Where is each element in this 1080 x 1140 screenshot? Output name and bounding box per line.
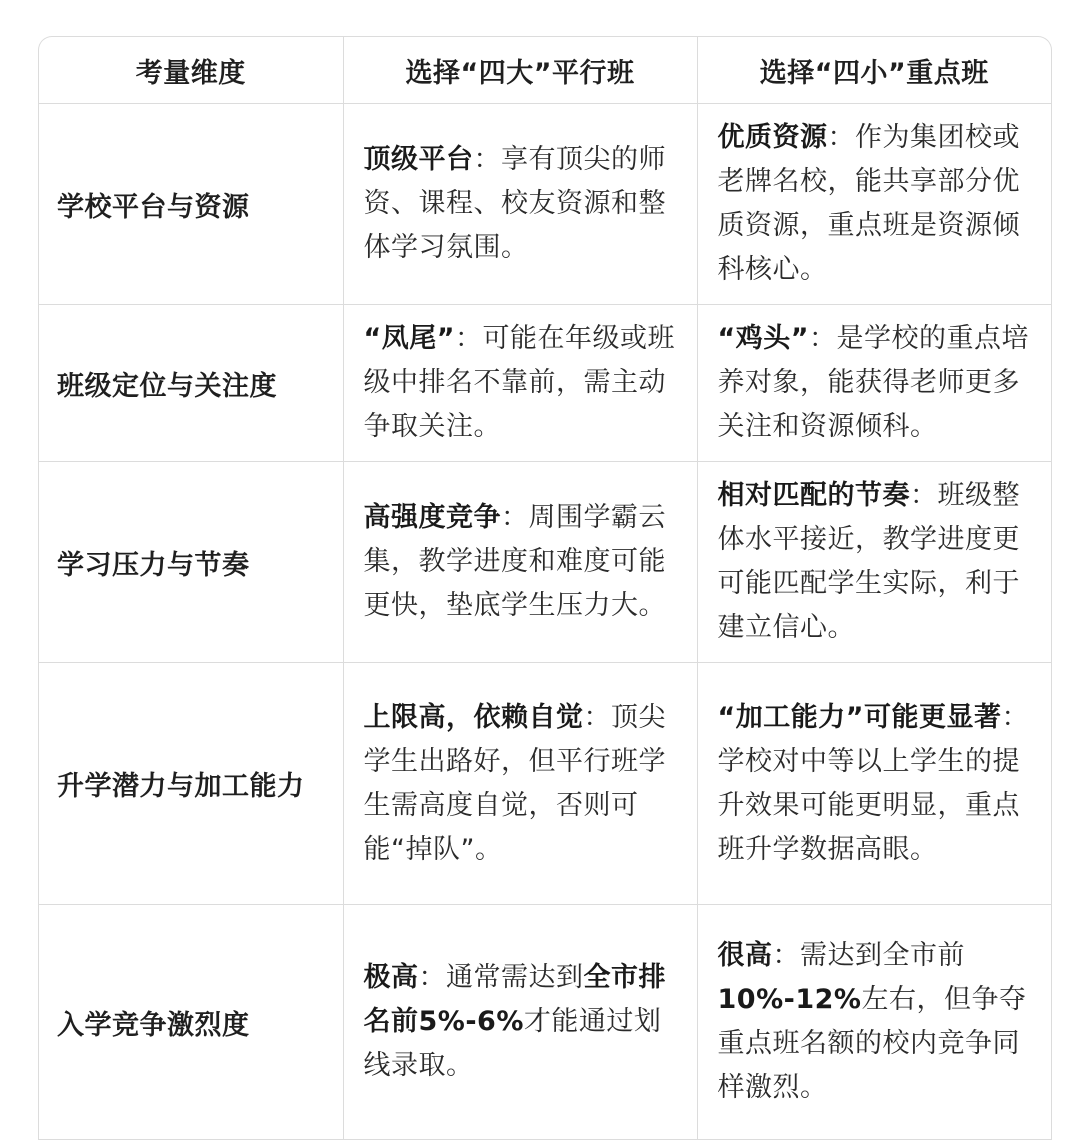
table-row <box>39 663 1051 905</box>
cell-big-parallel <box>343 462 697 663</box>
cell-keyword: 高强度竞争 <box>363 502 501 533</box>
table-row <box>39 104 1051 305</box>
cell-small-key <box>697 663 1051 905</box>
cell-text: 顶尖学生出路好，但平行班学生需高度自觉，否则可能“掉队”。 <box>363 701 666 865</box>
cell-keyword: “鸡头” <box>717 323 809 354</box>
header-dimension: 考量维度 <box>39 37 343 104</box>
table-row <box>39 305 1051 462</box>
header-small-key: 选择“四小”重点班 <box>697 37 1051 104</box>
comparison-table-grid <box>39 37 1051 1140</box>
table-row <box>39 462 1051 663</box>
cell-keyword: 优质资源 <box>717 122 828 153</box>
cell-big-parallel <box>343 905 697 1140</box>
cell-small-key <box>697 104 1051 305</box>
cell-text: 通常需达到 <box>446 962 584 993</box>
cell-text: 享有顶尖的师资、课程、校友资源和整体学习氛围。 <box>363 144 666 263</box>
cell-separator: ： <box>910 480 938 511</box>
cell-small-key <box>697 462 1051 663</box>
cell-keyword: 很高 <box>717 940 773 971</box>
cell-text-tail: 才能通过划线录取。 <box>363 1006 662 1081</box>
cell-separator: ： <box>455 323 483 354</box>
cell-big-parallel <box>343 663 697 905</box>
cell-separator: ： <box>501 502 529 533</box>
cell-keyword: 上限高，依赖自觉 <box>363 701 584 733</box>
header-big-parallel: 选择“四大”平行班 <box>343 37 697 104</box>
cell-keyword-secondary: 全市排名前5%-6% <box>363 962 666 1037</box>
row-dimension: 入学竞争激烈度 <box>39 905 343 1140</box>
table-header-row <box>39 37 1051 104</box>
cell-small-key <box>697 905 1051 1140</box>
cell-text: 学校对中等以上学生的提升效果可能更明显，重点班升学数据高眼。 <box>717 745 1020 865</box>
cell-text: 周围学霸云集，教学进度和难度可能更快，垫底学生压力大。 <box>363 502 666 621</box>
cell-separator: ： <box>772 940 800 971</box>
cell-keyword-secondary: 10%-12% <box>717 984 862 1015</box>
cell-big-parallel <box>343 305 697 462</box>
cell-text: 作为集团校或老牌名校，能共享部分优质资源，重点班是资源倾科核心。 <box>717 122 1020 285</box>
row-dimension: 学习压力与节奏 <box>39 462 343 663</box>
cell-text: 是学校的重点培养对象，能获得老师更多关注和资源倾科。 <box>717 323 1029 442</box>
cell-text: 班级整体水平接近，教学进度更可能匹配学生实际，利于建立信心。 <box>717 480 1020 643</box>
cell-separator: ： <box>418 962 446 993</box>
cell-keyword: 相对匹配的节奏 <box>717 480 910 511</box>
cell-keyword: 极高 <box>363 962 419 993</box>
cell-keyword: “凤尾” <box>363 323 455 354</box>
cell-text: 需达到全市前 <box>800 940 965 971</box>
cell-separator: ： <box>473 144 501 175</box>
row-dimension: 班级定位与关注度 <box>39 305 343 462</box>
cell-separator: ： <box>809 323 837 354</box>
cell-keyword: “加工能力”可能更显著 <box>717 701 1002 733</box>
cell-text-tail: 左右，但争夺重点班名额的校内竞争同样激烈。 <box>717 984 1027 1103</box>
cell-keyword: 顶级平台 <box>363 144 474 175</box>
cell-separator: ： <box>827 122 855 153</box>
row-dimension: 升学潜力与加工能力 <box>39 663 343 905</box>
row-dimension: 学校平台与资源 <box>39 104 343 305</box>
cell-text: 可能在年级或班级中排名不靠前，需主动争取关注。 <box>363 323 675 442</box>
cell-big-parallel <box>343 104 697 305</box>
cell-small-key <box>697 305 1051 462</box>
comparison-table <box>38 36 1052 1140</box>
cell-separator: ： <box>1001 701 1029 733</box>
cell-separator: ： <box>583 701 611 733</box>
table-row <box>39 905 1051 1140</box>
